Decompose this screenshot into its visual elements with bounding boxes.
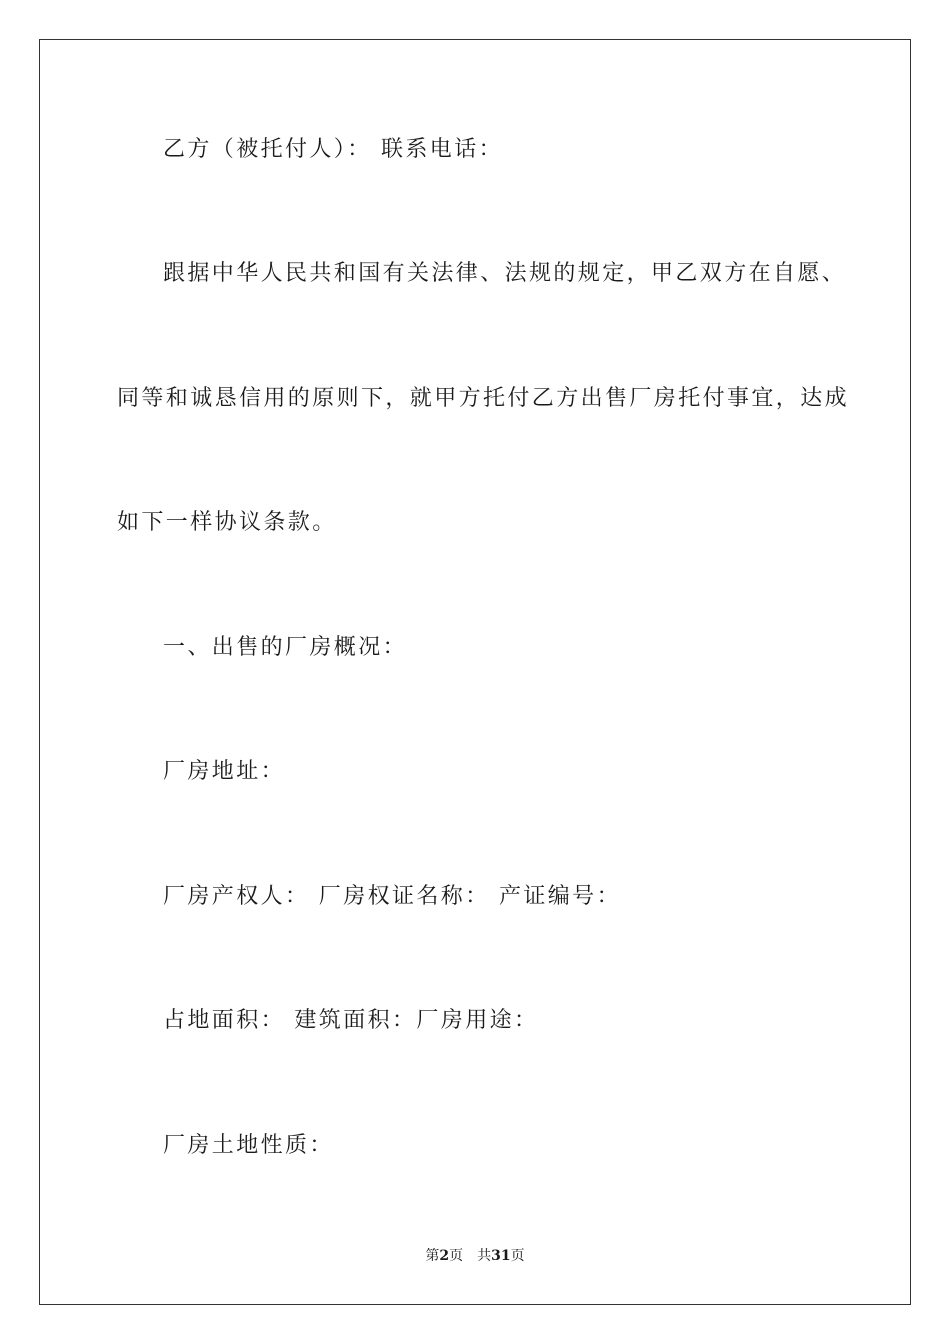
footer-total-prefix: 共 xyxy=(477,1248,492,1264)
footer-page-suffix: 页 xyxy=(449,1248,464,1264)
paragraph-line-1: 跟据中华人民共和国有关法律、法规的规定，甲乙双方在自愿、 xyxy=(163,261,847,286)
page-border xyxy=(39,39,911,1305)
party-b-line: 乙方（被托付人）： 联系电话： xyxy=(163,137,503,162)
ownership-line: 厂房产权人： 厂房权证名称： 产证编号： xyxy=(163,884,621,909)
section-heading: 一、出售的厂房概况： xyxy=(163,635,408,660)
footer-total-pages: 31 xyxy=(491,1248,511,1264)
factory-address-line: 厂房地址： xyxy=(163,759,286,784)
area-line: 占地面积： 建筑面积：厂房用途： xyxy=(163,1008,539,1033)
paragraph-line-3: 如下一样协议条款。 xyxy=(117,510,337,535)
paragraph-line-2: 同等和诚恳信用的原则下，就甲方托付乙方出售厂房托付事宜，达成 xyxy=(117,386,850,411)
footer-total-suffix: 页 xyxy=(510,1248,525,1264)
land-nature-line: 厂房土地性质： xyxy=(163,1133,334,1158)
footer-page-number: 2 xyxy=(439,1248,450,1264)
page-footer xyxy=(0,1246,950,1266)
footer-page-prefix: 第 xyxy=(425,1248,440,1264)
